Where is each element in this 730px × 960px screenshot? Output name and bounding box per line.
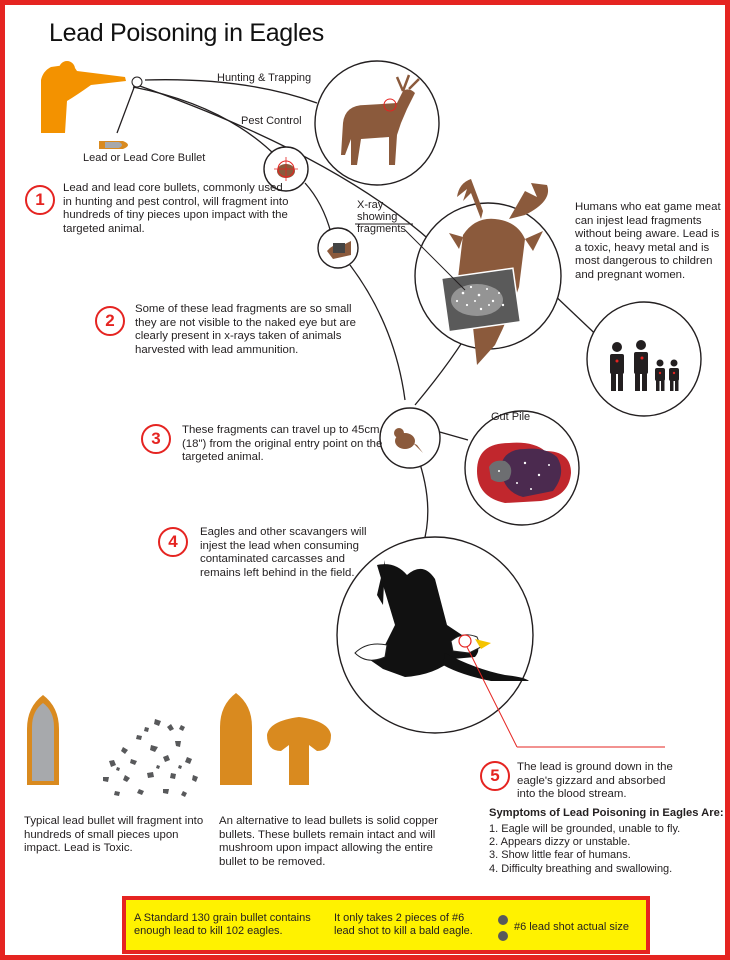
copper-bullet-icon	[220, 693, 252, 785]
page-title: Lead Poisoning in Eagles	[49, 19, 324, 47]
lead-bullet-text: Typical lead bullet will fragment into hundreds of small pieces upon impact. Lead is Toxic.	[24, 815, 204, 855]
mushroomed-bullet-icon	[267, 717, 331, 785]
footer-fact-box	[122, 896, 650, 954]
lead-bullet-icon	[27, 695, 59, 785]
lead-shot-icon	[496, 912, 510, 944]
step-2-number: 2	[95, 306, 125, 336]
step-3-text: These fragments can travel up to 45cm (18") from the original entry point on the targeted animal.	[182, 424, 383, 464]
small-xray-icon	[333, 243, 345, 253]
gut-pile-label: Gut Pile	[491, 411, 531, 423]
step-5-number: 5	[480, 761, 510, 791]
footer-shot-size: #6 lead shot actual size	[514, 921, 629, 933]
small-bullet-icon	[99, 141, 128, 149]
lead-fragments-icon	[103, 719, 198, 797]
symptom-item: 4. Difficulty breathing and swallowing.	[489, 862, 673, 875]
symptom-item: 1. Eagle will be grounded, unable to fly.	[489, 823, 681, 835]
symptom-item: 2. Appears dizzy or unstable.	[489, 836, 631, 849]
step-3-number: 3	[141, 424, 171, 454]
step-5-text: The lead is ground down in the eagle's gizzard and absorbed into the blood stream.	[517, 761, 673, 801]
pest-control-label: Pest Control	[241, 115, 302, 127]
footer-fact-grain: A Standard 130 grain bullet contains enough lead to kill 102 eagles.	[134, 912, 311, 938]
bullet-label: Lead or Lead Core Bullet	[83, 152, 206, 164]
step-1-number: 1	[25, 185, 55, 215]
copper-bullet-text: An alternative to lead bullets is solid copper bullets. These bullets remain intact and will mushroom upon impact allowing the entire bullet to be removed.	[219, 815, 439, 868]
symptoms-list	[489, 823, 680, 876]
step-1-text: Lead and lead core bullets, commonly used in hunting and pest control, will fragment into hundreds of tiny pieces upon impact with the targeted animal.	[63, 182, 289, 235]
step-4-number: 4	[158, 527, 188, 557]
symptoms-title: Symptoms of Lead Poisoning in Eagles Are:	[489, 807, 724, 819]
target-dot	[132, 77, 142, 87]
step-4-text: Eagles and other scavangers will injest the lead when consuming contaminated carcasses and remains left behind in the field.	[200, 526, 367, 579]
xray-label: X-ray showing fragments	[357, 199, 406, 235]
hunter-icon	[41, 61, 126, 133]
symptom-item: 3. Show little fear of humans.	[489, 849, 631, 862]
humans-text: Humans who eat game meat can injest lead fragments without being aware. Lead is a toxic, heavy metal and is most dangerous to children and pregnant women.	[575, 201, 721, 281]
footer-fact-shot: It only takes 2 pieces of #6 lead shot to kill a bald eagle.	[334, 912, 473, 938]
step-2-text: Some of these lead fragments are so small they are not visible to the naked eye but are clearly present in x-rays taken of animals harvested with lead ammunition.	[135, 303, 356, 356]
hunting-label: Hunting & Trapping	[217, 72, 312, 84]
